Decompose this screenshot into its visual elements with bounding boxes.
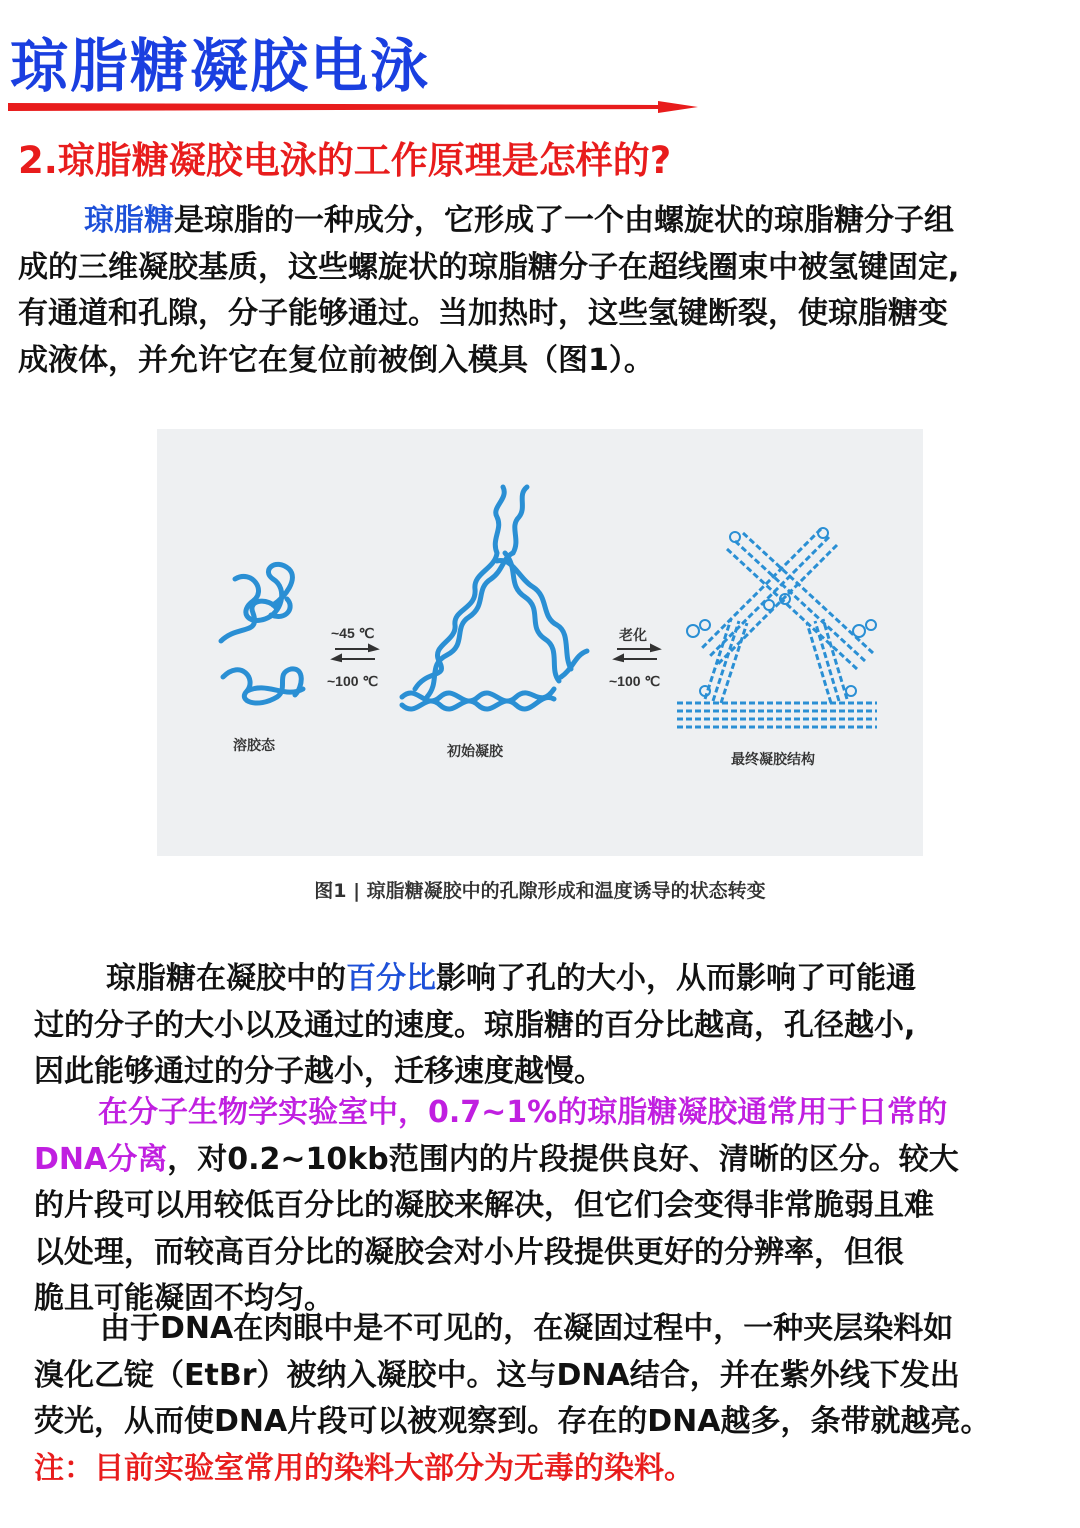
arrow1-top-label: ~45 ℃ xyxy=(331,625,375,641)
para4-line-3: 荧光，从而使DNA片段可以被观察到。存在的DNA越多，条带就越亮。 xyxy=(34,1404,991,1439)
percentage-paragraph xyxy=(34,956,1064,1096)
para2-highlight-percentage: 百分比 xyxy=(346,961,436,996)
intro-paragraph xyxy=(18,198,1068,384)
para2-line-3: 因此能够通过的分子越小，迁移速度越慢。 xyxy=(34,1054,604,1089)
equilibrium-arrow-1-icon xyxy=(333,645,377,661)
sol-state-coils-icon xyxy=(221,564,303,703)
title-underline-arrow xyxy=(8,98,698,114)
figure-gel-formation xyxy=(157,429,923,856)
intro-line-2: 成的三维凝胶基质，这些螺旋状的琼脂糖分子在超线圈束中被氢键固定, xyxy=(18,249,960,285)
intro-highlight-agarose: 琼脂糖 xyxy=(84,203,174,238)
para3-line-1: 在分子生物学实验室中，0.7~1%的琼脂糖凝胶通常用于日常的 xyxy=(98,1095,948,1130)
intro-line-1: 是琼脂的一种成分，它形成了一个由螺旋状的琼脂糖分子组 xyxy=(174,203,954,238)
para3-line-3: 的片段可以用较低百分比的凝胶来解决，但它们会变得非常脆弱且难 xyxy=(34,1188,934,1223)
para2-line-2: 过的分子的大小以及通过的速度。琼脂糖的百分比越高，孔径越小, xyxy=(34,1007,916,1043)
note-line: 注：目前实验室常用的染料大部分为无毒的染料。 xyxy=(34,1450,694,1486)
stage-label-initial-gel: 初始凝胶 xyxy=(447,743,503,759)
para3-line-4: 以处理，而较高百分比的凝胶会对小片段提供更好的分辨率，但很 xyxy=(34,1234,904,1270)
intro-line-3: 有通道和孔隙，分子能够通过。当加热时，这些氢键断裂，使琼脂糖变 xyxy=(18,296,948,331)
final-gel-structure-icon xyxy=(677,528,877,727)
arrow2-bottom-label: ~100 ℃ xyxy=(609,673,661,689)
section-heading: 2.琼脂糖凝胶电泳的工作原理是怎样的? xyxy=(18,139,672,182)
figure-illustration xyxy=(157,429,923,856)
intro-line-4: 成液体，并允许它在复位前被倒入模具（图1）。 xyxy=(18,342,654,378)
stage-label-final-gel: 最终凝胶结构 xyxy=(731,751,815,767)
figure-caption: 图1 | 琼脂糖凝胶中的孔隙形成和温度诱导的状态转变 xyxy=(314,880,766,902)
equilibrium-arrow-2-icon xyxy=(615,645,659,661)
arrow1-bottom-label: ~100 ℃ xyxy=(327,673,379,689)
para2-line-1-post: 影响了孔的大小，从而影响了可能通 xyxy=(436,961,916,996)
stage-label-sol: 溶胶态 xyxy=(233,737,275,753)
page-title: 琼脂糖凝胶电泳 xyxy=(10,32,431,100)
initial-gel-helices-icon xyxy=(402,487,587,709)
para3-line-5: 脆且可能凝固不均匀。 xyxy=(34,1281,334,1316)
para3-highlight-dna-separation: DNA分离 xyxy=(34,1141,168,1177)
staining-paragraph xyxy=(34,1306,1074,1492)
para3-line-2: ，对0.2~10kb范围内的片段提供良好、清晰的区分。较大 xyxy=(167,1141,959,1177)
arrow2-top-label: 老化 xyxy=(619,627,647,643)
lab-usage-paragraph xyxy=(34,1090,1064,1323)
para4-line-2: 溴化乙锭（EtBr）被纳入凝胶中。这与DNA结合，并在紫外线下发出 xyxy=(34,1357,960,1393)
para4-line-1: 由于DNA在肉眼中是不可见的，在凝固过程中，一种夹层染料如 xyxy=(100,1311,954,1346)
para2-line-1-pre: 琼脂糖在凝胶中的 xyxy=(106,961,346,996)
